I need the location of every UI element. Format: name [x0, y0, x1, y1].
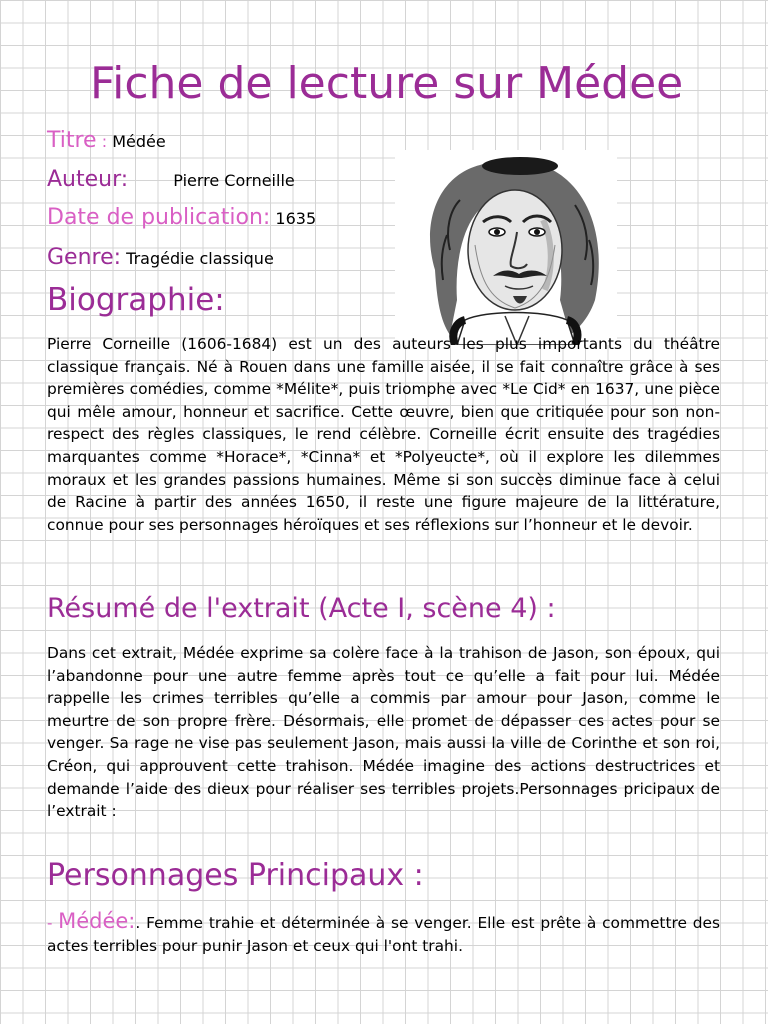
- meta-titre: [47, 128, 166, 153]
- portrait-icon: [395, 150, 617, 345]
- characters-heading: Personnages Principaux :: [47, 858, 424, 893]
- character-dash: -: [47, 914, 59, 932]
- character-description: . Femme trahie et déterminée à se venger. Elle est prête à commettre des actes terribles pour punir Jason et ceux qui l'ont trahi.: [47, 914, 720, 955]
- meta-auteur-value: Pierre Corneille: [173, 171, 295, 190]
- meta-genre-label: Genre:: [47, 245, 122, 270]
- author-portrait: [395, 150, 617, 345]
- meta-titre-value: Médée: [112, 132, 166, 151]
- character-item: [47, 910, 720, 957]
- biography-text: Pierre Corneille (1606-1684) est un des auteurs les plus importants du théâtre classique français. Né à Rouen dans une famille aisée, il se fait connaître grâce à ses premières comédies, comme *Mélite*, puis triomphe avec *Le Cid* en 1637, une pièce qui mêle amour, honneur et sacrifice. Cette œuvre, bien que critiquée pour son non-respect des règles classiques, le rend célèbre. Corneille écrit ensuite des tragédies marquantes comme *Horace*, *Cinna* et *Polyeucte*, où il explore les dilemmes moraux et les grandes passions humaines. Même si son succès diminue face à celui de Racine à partir des années 1650, il reste une figure majeure de la littérature, connue pour ses personnages héroïques et ses réflexions sur l’honneur et le devoir.: [47, 335, 720, 534]
- meta-auteur-label: Auteur:: [47, 167, 129, 192]
- summary-text: Dans cet extrait, Médée exprime sa colère face à la trahison de Jason, son époux, qui l’abandonne pour une autre femme après tout ce qu’elle a fait pour lui. Médée rappelle les crimes terribles qu’elle a commis par amour pour Jason, comme le meurtre de son propre frère. Désormais, elle promet de dépasser ces actes pour se venger. Sa rage ne vise pas seulement Jason, mais aussi la ville de Corinthe et son roi, Créon, qui approuvent cette trahison. Médée imagine des actions destructrices et demande l’aide des dieux pour réaliser ses terribles projets.Personnages pricipaux de l’extrait :: [47, 644, 720, 821]
- meta-genre: [47, 245, 274, 270]
- character-name: Médée:: [58, 909, 136, 933]
- meta-date: [47, 205, 316, 230]
- meta-titre-separator: :: [96, 132, 108, 151]
- meta-genre-value: Tragédie classique: [126, 249, 274, 268]
- meta-date-label: Date de publication:: [47, 205, 271, 230]
- meta-date-value: 1635: [275, 209, 317, 228]
- meta-titre-label: Titre: [47, 128, 97, 153]
- summary-heading: Résumé de l'extrait (Acte I, scène 4) :: [47, 593, 556, 624]
- biography-heading: Biographie:: [47, 282, 225, 318]
- page-title: Fiche de lecture sur Médee: [90, 58, 684, 109]
- meta-auteur: [47, 167, 295, 192]
